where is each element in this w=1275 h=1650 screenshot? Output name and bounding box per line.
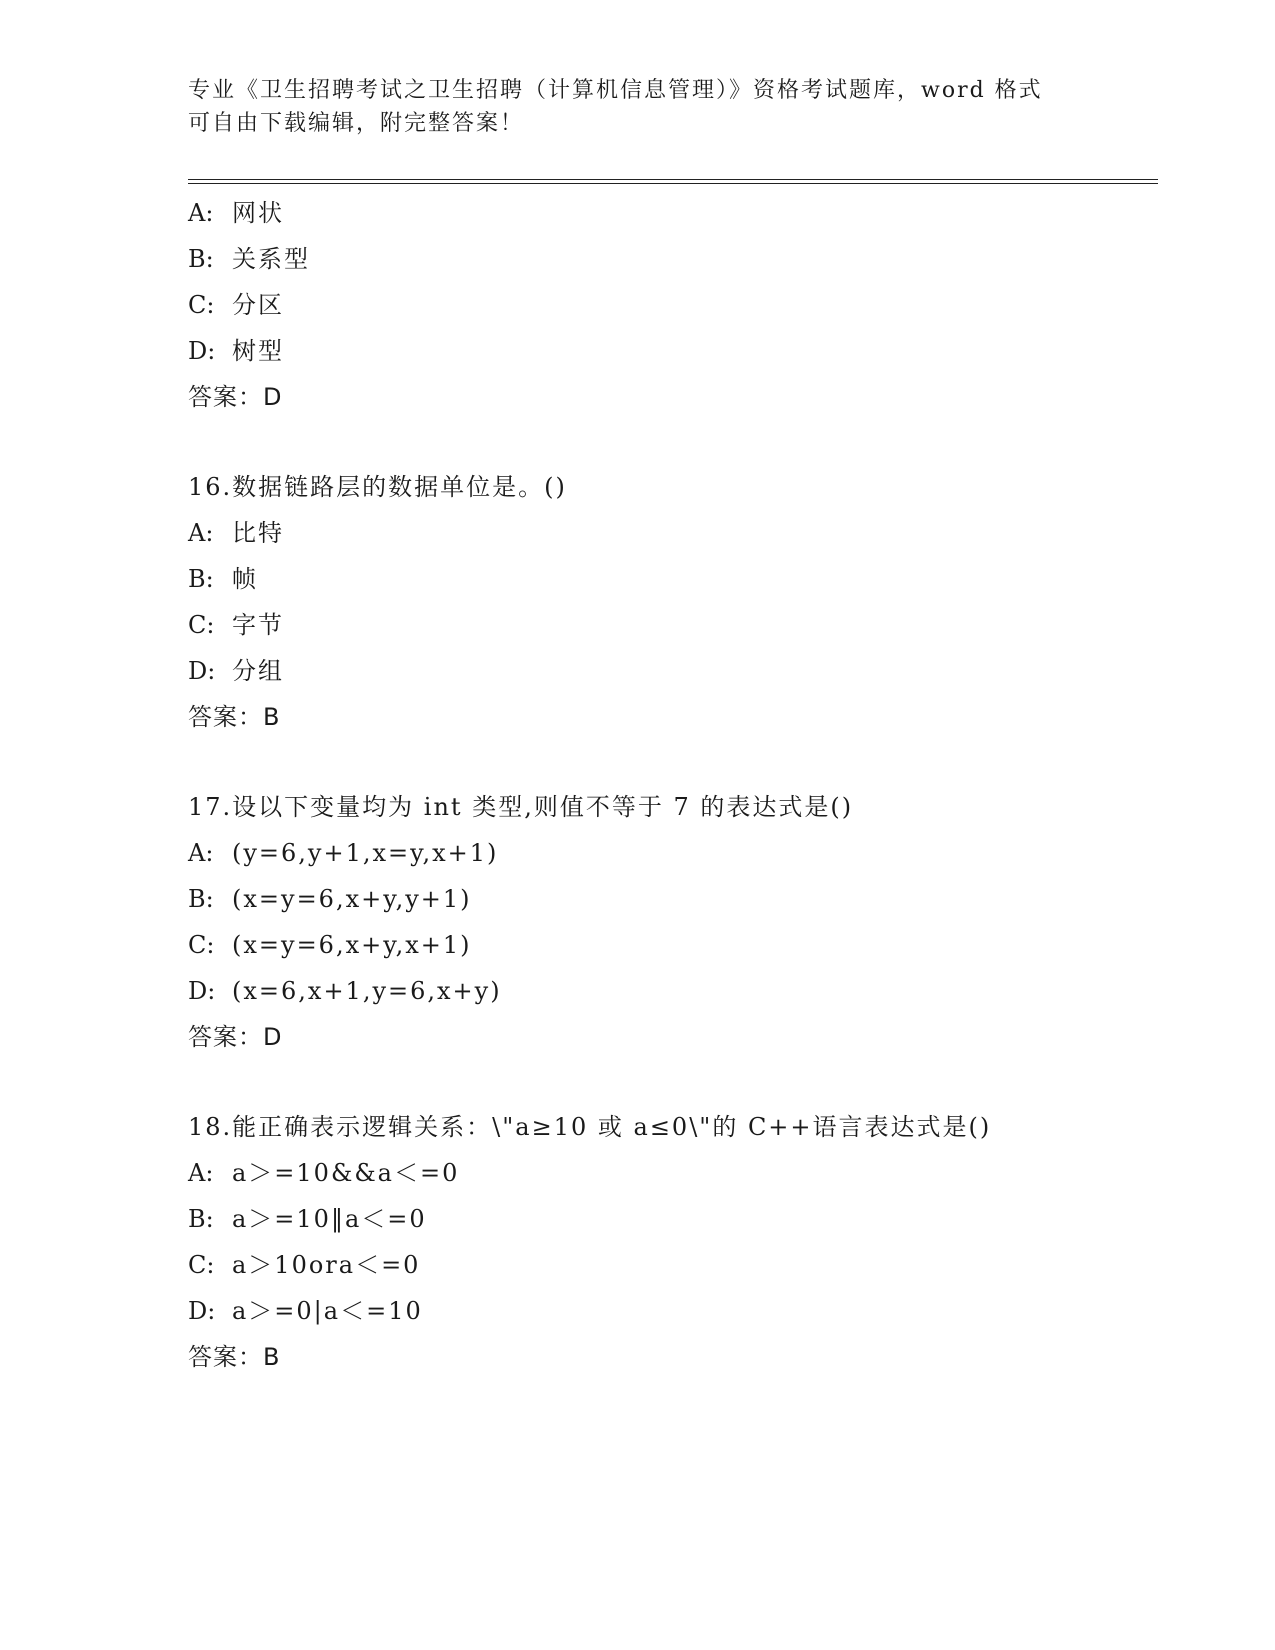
option-letter: B: — [188, 245, 214, 273]
option-text: 分组 — [232, 657, 284, 685]
option-text: a＞=10‖a＜=0 — [232, 1205, 427, 1233]
option-text: (x=y=6,x+y,x+1) — [232, 931, 472, 959]
answer-line: 答案：B — [188, 1343, 281, 1371]
option-letter: D: — [188, 337, 216, 365]
answer-line: 答案：B — [188, 703, 281, 731]
option-b — [188, 876, 1158, 922]
option-b — [188, 236, 1158, 282]
document-header — [188, 74, 1088, 140]
option-b — [188, 556, 1158, 602]
option-c — [188, 922, 1158, 968]
option-text: a＞=10&&a＜=0 — [232, 1159, 460, 1187]
option-text: (x=y=6,x+y,y+1) — [232, 885, 472, 913]
option-text: (y=6,y+1,x=y,x+1) — [232, 839, 499, 867]
option-c — [188, 602, 1158, 648]
option-text: 网状 — [232, 199, 284, 227]
option-text: (x=6,x+1,y=6,x+y) — [232, 977, 502, 1005]
option-text: 树型 — [232, 337, 284, 365]
option-text: 字节 — [232, 611, 284, 639]
question-block-16 — [188, 464, 1158, 740]
option-text: a＞10ora＜=0 — [232, 1251, 421, 1279]
option-letter: A: — [188, 199, 214, 227]
spacer — [188, 420, 1158, 464]
option-text: a＞=0|a＜=10 — [232, 1297, 423, 1325]
option-letter: B: — [188, 1205, 214, 1233]
option-c — [188, 282, 1158, 328]
option-b — [188, 1196, 1158, 1242]
answer-line: 答案：D — [188, 1023, 283, 1051]
option-a — [188, 1150, 1158, 1196]
option-letter: D: — [188, 657, 216, 685]
option-letter: C: — [188, 291, 215, 319]
spacer — [188, 740, 1158, 784]
option-d — [188, 328, 1158, 374]
option-letter: C: — [188, 611, 215, 639]
spacer — [188, 1060, 1158, 1104]
option-text: 比特 — [232, 519, 284, 547]
question-block-17 — [188, 784, 1158, 1060]
option-letter: B: — [188, 565, 214, 593]
option-text: 关系型 — [232, 245, 310, 273]
option-text: 帧 — [232, 565, 258, 593]
option-d — [188, 968, 1158, 1014]
option-letter: A: — [188, 519, 214, 547]
header-divider-bottom — [188, 183, 1158, 184]
option-letter: D: — [188, 1297, 216, 1325]
question-text: 18.能正确表示逻辑关系：\"a≥10 或 a≤0\"的 C++语言表达式是() — [188, 1113, 992, 1141]
option-d — [188, 1288, 1158, 1334]
question-text: 16.数据链路层的数据单位是。() — [188, 473, 567, 501]
option-d — [188, 648, 1158, 694]
option-c — [188, 1242, 1158, 1288]
question-list — [188, 190, 1158, 1380]
option-a — [188, 830, 1158, 876]
option-letter: C: — [188, 931, 215, 959]
option-letter: D: — [188, 977, 216, 1005]
option-a — [188, 510, 1158, 556]
option-a — [188, 190, 1158, 236]
answer-line: 答案：D — [188, 383, 283, 411]
option-letter: A: — [188, 1159, 214, 1187]
option-letter: B: — [188, 885, 214, 913]
option-letter: C: — [188, 1251, 215, 1279]
option-text: 分区 — [232, 291, 284, 319]
option-letter: A: — [188, 839, 214, 867]
header-line-2: 可自由下载编辑，附完整答案！ — [188, 111, 525, 136]
header-divider-top — [188, 179, 1158, 180]
question-block-18 — [188, 1104, 1158, 1380]
question-text: 17.设以下变量均为 int 类型,则值不等于 7 的表达式是() — [188, 793, 854, 821]
question-block-15 — [188, 190, 1158, 420]
header-line-1: 专业《卫生招聘考试之卫生招聘（计算机信息管理）》资格考试题库，word 格式 — [188, 78, 1043, 103]
